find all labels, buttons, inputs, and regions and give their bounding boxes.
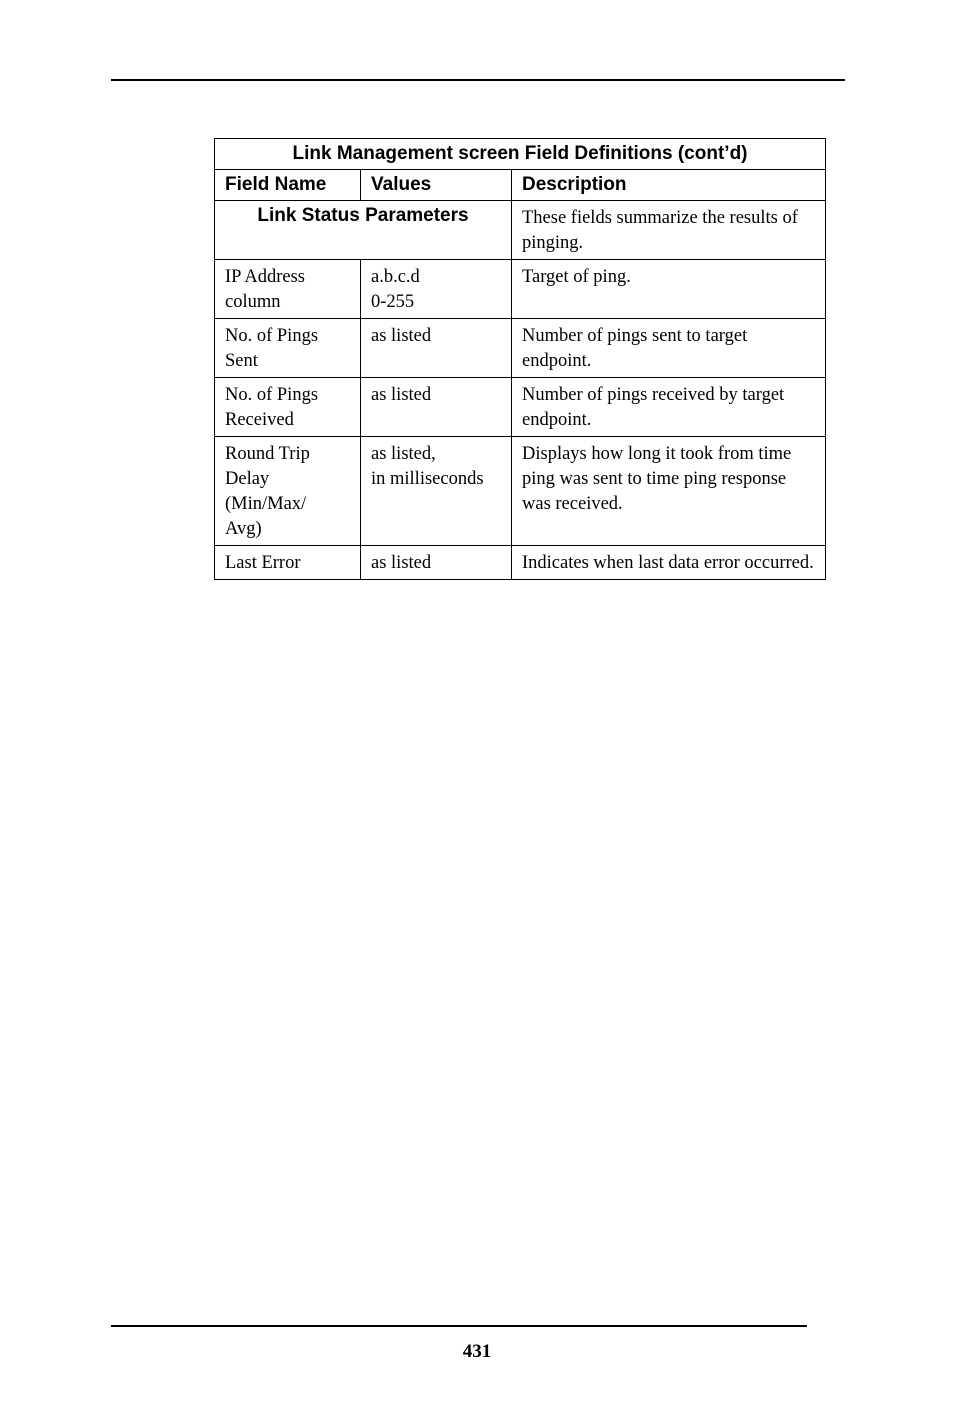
row-field-name: No. of Pings Sent bbox=[215, 319, 361, 378]
table-row bbox=[215, 437, 826, 546]
footer-rule bbox=[111, 1325, 807, 1327]
table-title-row bbox=[215, 139, 826, 170]
section-description: These fields summarize the results of pinging. bbox=[512, 201, 826, 260]
row-values: as listed bbox=[361, 319, 512, 378]
section-row bbox=[215, 201, 826, 260]
row-values: a.b.c.d 0-255 bbox=[361, 260, 512, 319]
row-field-name: No. of Pings Received bbox=[215, 378, 361, 437]
header-description: Description bbox=[512, 170, 826, 201]
table-row bbox=[215, 546, 826, 580]
row-description: Target of ping. bbox=[512, 260, 826, 319]
header-field-name: Field Name bbox=[215, 170, 361, 201]
row-description: Number of pings sent to target endpoint. bbox=[512, 319, 826, 378]
row-field-name: IP Address column bbox=[215, 260, 361, 319]
table-header-row bbox=[215, 170, 826, 201]
table-row bbox=[215, 378, 826, 437]
row-description: Displays how long it took from time ping was sent to time ping response was received. bbox=[512, 437, 826, 546]
field-definitions-table bbox=[214, 138, 826, 580]
row-field-name: Last Error bbox=[215, 546, 361, 580]
header-rule bbox=[111, 79, 845, 81]
row-description: Indicates when last data error occurred. bbox=[512, 546, 826, 580]
table-title: Link Management screen Field Definitions (cont’d) bbox=[215, 139, 826, 170]
section-label: Link Status Parameters bbox=[215, 201, 512, 260]
page-number: 431 bbox=[462, 1341, 492, 1362]
table-row bbox=[215, 260, 826, 319]
row-field-name: Round Trip Delay (Min/Max/ Avg) bbox=[215, 437, 361, 546]
row-description: Number of pings received by target endpoint. bbox=[512, 378, 826, 437]
row-values: as listed bbox=[361, 378, 512, 437]
row-values: as listed, in milliseconds bbox=[361, 437, 512, 546]
table-row bbox=[215, 319, 826, 378]
header-values: Values bbox=[361, 170, 512, 201]
row-values: as listed bbox=[361, 546, 512, 580]
